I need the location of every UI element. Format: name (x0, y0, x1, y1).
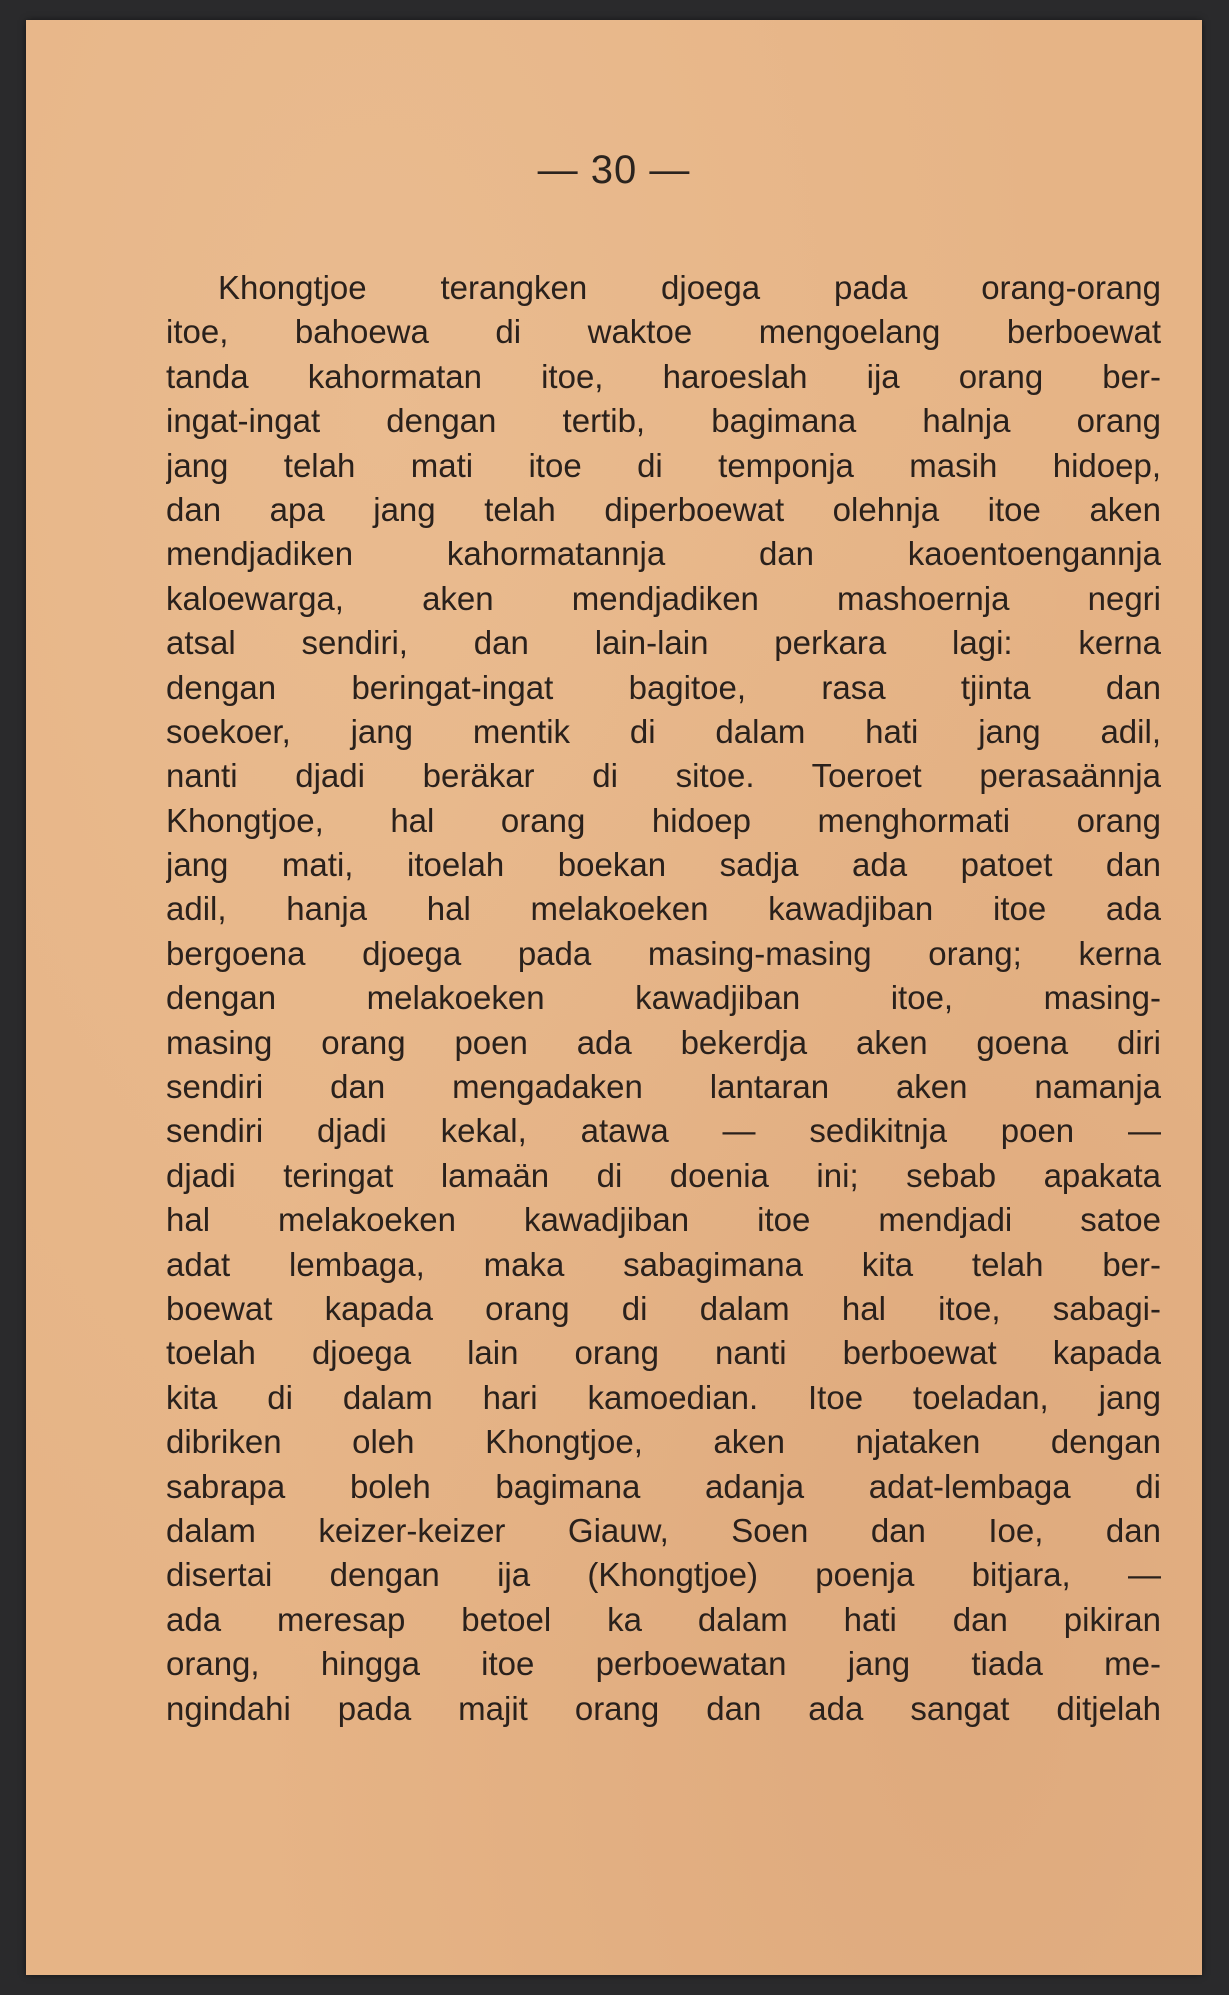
text-line: sabrapa boleh bagimana adanja adat-lembaga di (166, 1467, 1161, 1505)
text-line: kaloewarga, aken mendjadiken mashoernja negri (166, 579, 1161, 617)
text-line: itoe, bahoewa di waktoe mengoelang berboewat (166, 313, 1161, 351)
text-line: kita di dalam hari kamoedian. Itoe toeladan, jang (166, 1378, 1161, 1416)
text-line: ada meresap betoel ka dalam hati dan pikiran (166, 1600, 1161, 1638)
text-line: dengan beringat-ingat bagitoe, rasa tjinta dan (166, 668, 1161, 706)
text-line: ngindahi pada majit orang dan ada sangat ditjelah (166, 1689, 1161, 1727)
text-line: Khongtjoe, hal orang hidoep menghormati orang (166, 801, 1161, 839)
text-line: adat lembaga, maka sabagimana kita telah ber- (166, 1245, 1161, 1283)
text-line: boewat kapada orang di dalam hal itoe, sabagi- (166, 1289, 1161, 1327)
text-line: Khongtjoe terangken djoega pada orang-orang (218, 269, 1161, 306)
text-line: bergoena djoega pada masing-masing orang; kerna (166, 934, 1161, 972)
text-line: dibriken oleh Khongtjoe, aken njataken dengan (166, 1423, 1161, 1461)
text-line: tanda kahormatan itoe, haroeslah ija orang ber- (166, 357, 1161, 395)
text-line: soekoer, jang mentik di dalam hati jang adil, (166, 712, 1161, 750)
text-line: jang mati, itoelah boekan sadja ada patoet dan (166, 846, 1161, 884)
text-line: dengan melakoeken kawadjiban itoe, masing- (166, 979, 1161, 1017)
text-line: mendjadiken kahormatannja dan kaoentoengannja (166, 535, 1161, 573)
text-line: atsal sendiri, dan lain-lain perkara lagi: kerna (166, 624, 1161, 662)
body-text (166, 266, 1161, 1731)
text-line: ingat-ingat dengan tertib, bagimana halnja orang (166, 402, 1161, 440)
text-line: dan apa jang telah diperboewat olehnja itoe aken (166, 490, 1161, 528)
text-line: toelah djoega lain orang nanti berboewat kapada (166, 1334, 1161, 1372)
page-number: — 30 — (537, 148, 691, 192)
text-line: jang telah mati itoe di temponja masih hidoep, (166, 446, 1161, 484)
text-line: dalam keizer-keizer Giauw, Soen dan Ioe, dan (166, 1511, 1161, 1549)
text-line: orang, hingga itoe perboewatan jang tiada me- (166, 1645, 1161, 1683)
text-line: masing orang poen ada bekerdja aken goena diri (166, 1023, 1161, 1061)
book-page (26, 20, 1202, 1975)
text-line: djadi teringat lamaän di doenia ini; sebab apakata (166, 1156, 1161, 1194)
text-line: sendiri dan mengadaken lantaran aken namanja (166, 1068, 1161, 1106)
text-line: sendiri djadi kekal, atawa — sedikitnja poen — (166, 1112, 1161, 1150)
text-line: hal melakoeken kawadjiban itoe mendjadi satoe (166, 1201, 1161, 1239)
text-line: nanti djadi beräkar di sitoe. Toeroet perasaännja (166, 757, 1161, 795)
text-line: adil, hanja hal melakoeken kawadjiban itoe ada (166, 890, 1161, 928)
text-line: disertai dengan ija (Khongtjoe) poenja bitjara, — (166, 1556, 1161, 1594)
